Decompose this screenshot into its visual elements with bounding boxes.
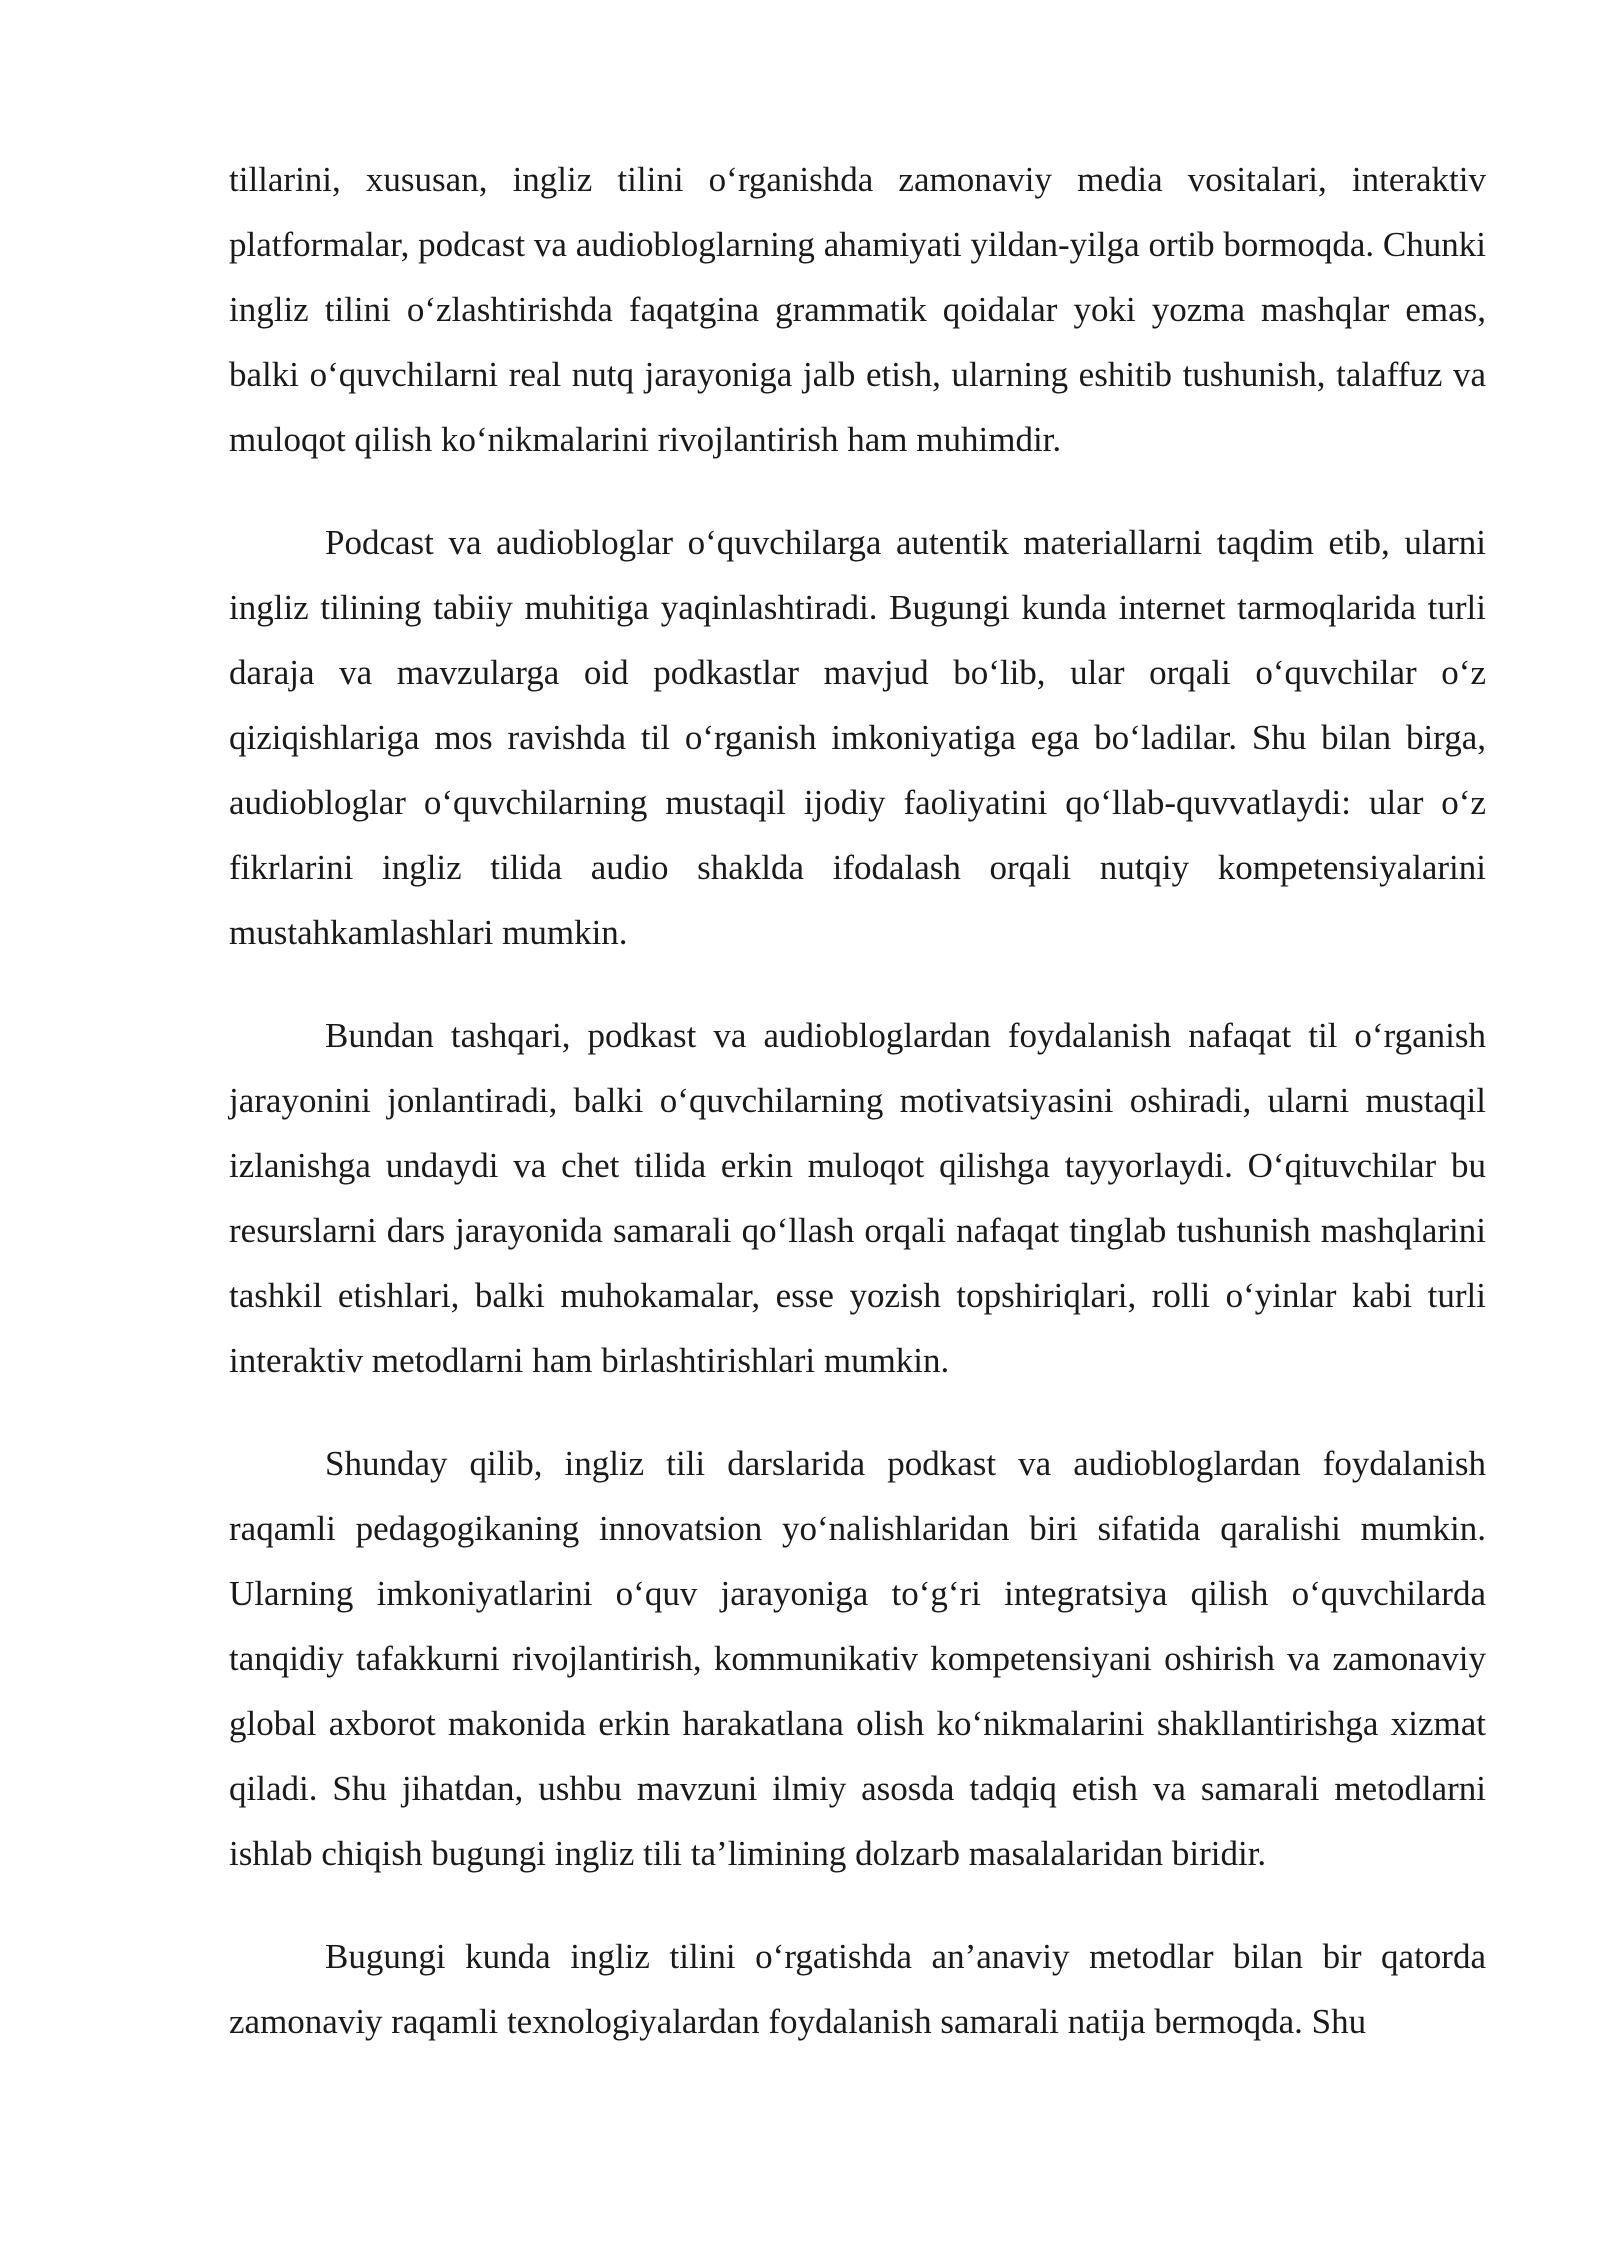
paragraph-4: Shunday qilib, ingliz tili darslarida podkast va audiobloglardan foydalanish raqamli pedagogikaning innovatsion yo‘nalishlaridan biri sifatida qaralishi mumkin. Ularning imkoniyatlarini o‘quv jarayoniga to‘g‘ri integratsiya qilish o‘quvchilarda tanqidiy tafakkurni rivojlantirish, kommunikativ kompetensiyani oshirish va zamonaviy global axborot makonida erkin harakatlana olish ko‘nikmalarini shakllantirishga xizmat qiladi. Shu jihatdan, ushbu mavzuni ilmiy asosda tadqiq etish va samarali metodlarni ishlab chiqish bugungi ingliz tili ta’limining dolzarb masalalaridan biridir. — [229, 1444, 1486, 1873]
paragraph-3: Bundan tashqari, podkast va audiobloglardan foydalanish nafaqat til o‘rganish jarayonini jonlantiradi, balki o‘quvchilarning motivatsiyasini oshiradi, ularni mustaqil izlanishga undaydi va chet tilida erkin muloqot qilishga tayyorlaydi. O‘qituvchilar bu resurslarni dars jarayonida samarali qo‘llash orqali nafaqat tinglab tushunish mashqlarini tashkil etishlari, balki muhokamalar, esse yozish topshiriqlari, rolli o‘yinlar kabi turli interaktiv metodlarni ham birlashtirishlari mumkin. — [229, 1016, 1486, 1380]
paragraph-5: Bugungi kunda ingliz tilini o‘rgatishda an’anaviy metodlar bilan bir qatorda zamonaviy raqamli texnologiyalardan foydalanish samarali natija bermoqda. Shu — [229, 1937, 1486, 2041]
body-text — [229, 147, 1486, 2054]
paragraph-1: tillarini, xususan, ingliz tilini o‘rganishda zamonaviy media vositalari, interaktiv platformalar, podcast va audiobloglarning ahamiyati yildan-yilga ortib bormoqda. Chunki ingliz tilini o‘zlashtirishda faqatgina grammatik qoidalar yoki yozma mashqlar emas, balki o‘quvchilarni real nutq jarayoniga jalb etish, ularning eshitib tushunish, talaffuz va muloqot qilish ko‘nikmalarini rivojlantirish ham muhimdir. — [229, 160, 1486, 459]
paragraph-2: Podcast va audiobloglar o‘quvchilarga autentik materiallarni taqdim etib, ularni ingliz tilining tabiiy muhitiga yaqinlashtiradi. Bugungi kunda internet tarmoqlarida turli daraja va mavzularga oid podkastlar mavjud bo‘lib, ular orqali o‘quvchilar o‘z qiziqishlariga mos ravishda til o‘rganish imkoniyatiga ega bo‘ladilar. Shu bilan birga, audiobloglar o‘quvchilarning mustaqil ijodiy faoliyatini qo‘llab-quvvatlaydi: ular o‘z fikrlarini ingliz tilida audio shaklda ifodalash orqali nutqiy kompetensiyalarini mustahkamlashlari mumkin. — [229, 523, 1486, 952]
